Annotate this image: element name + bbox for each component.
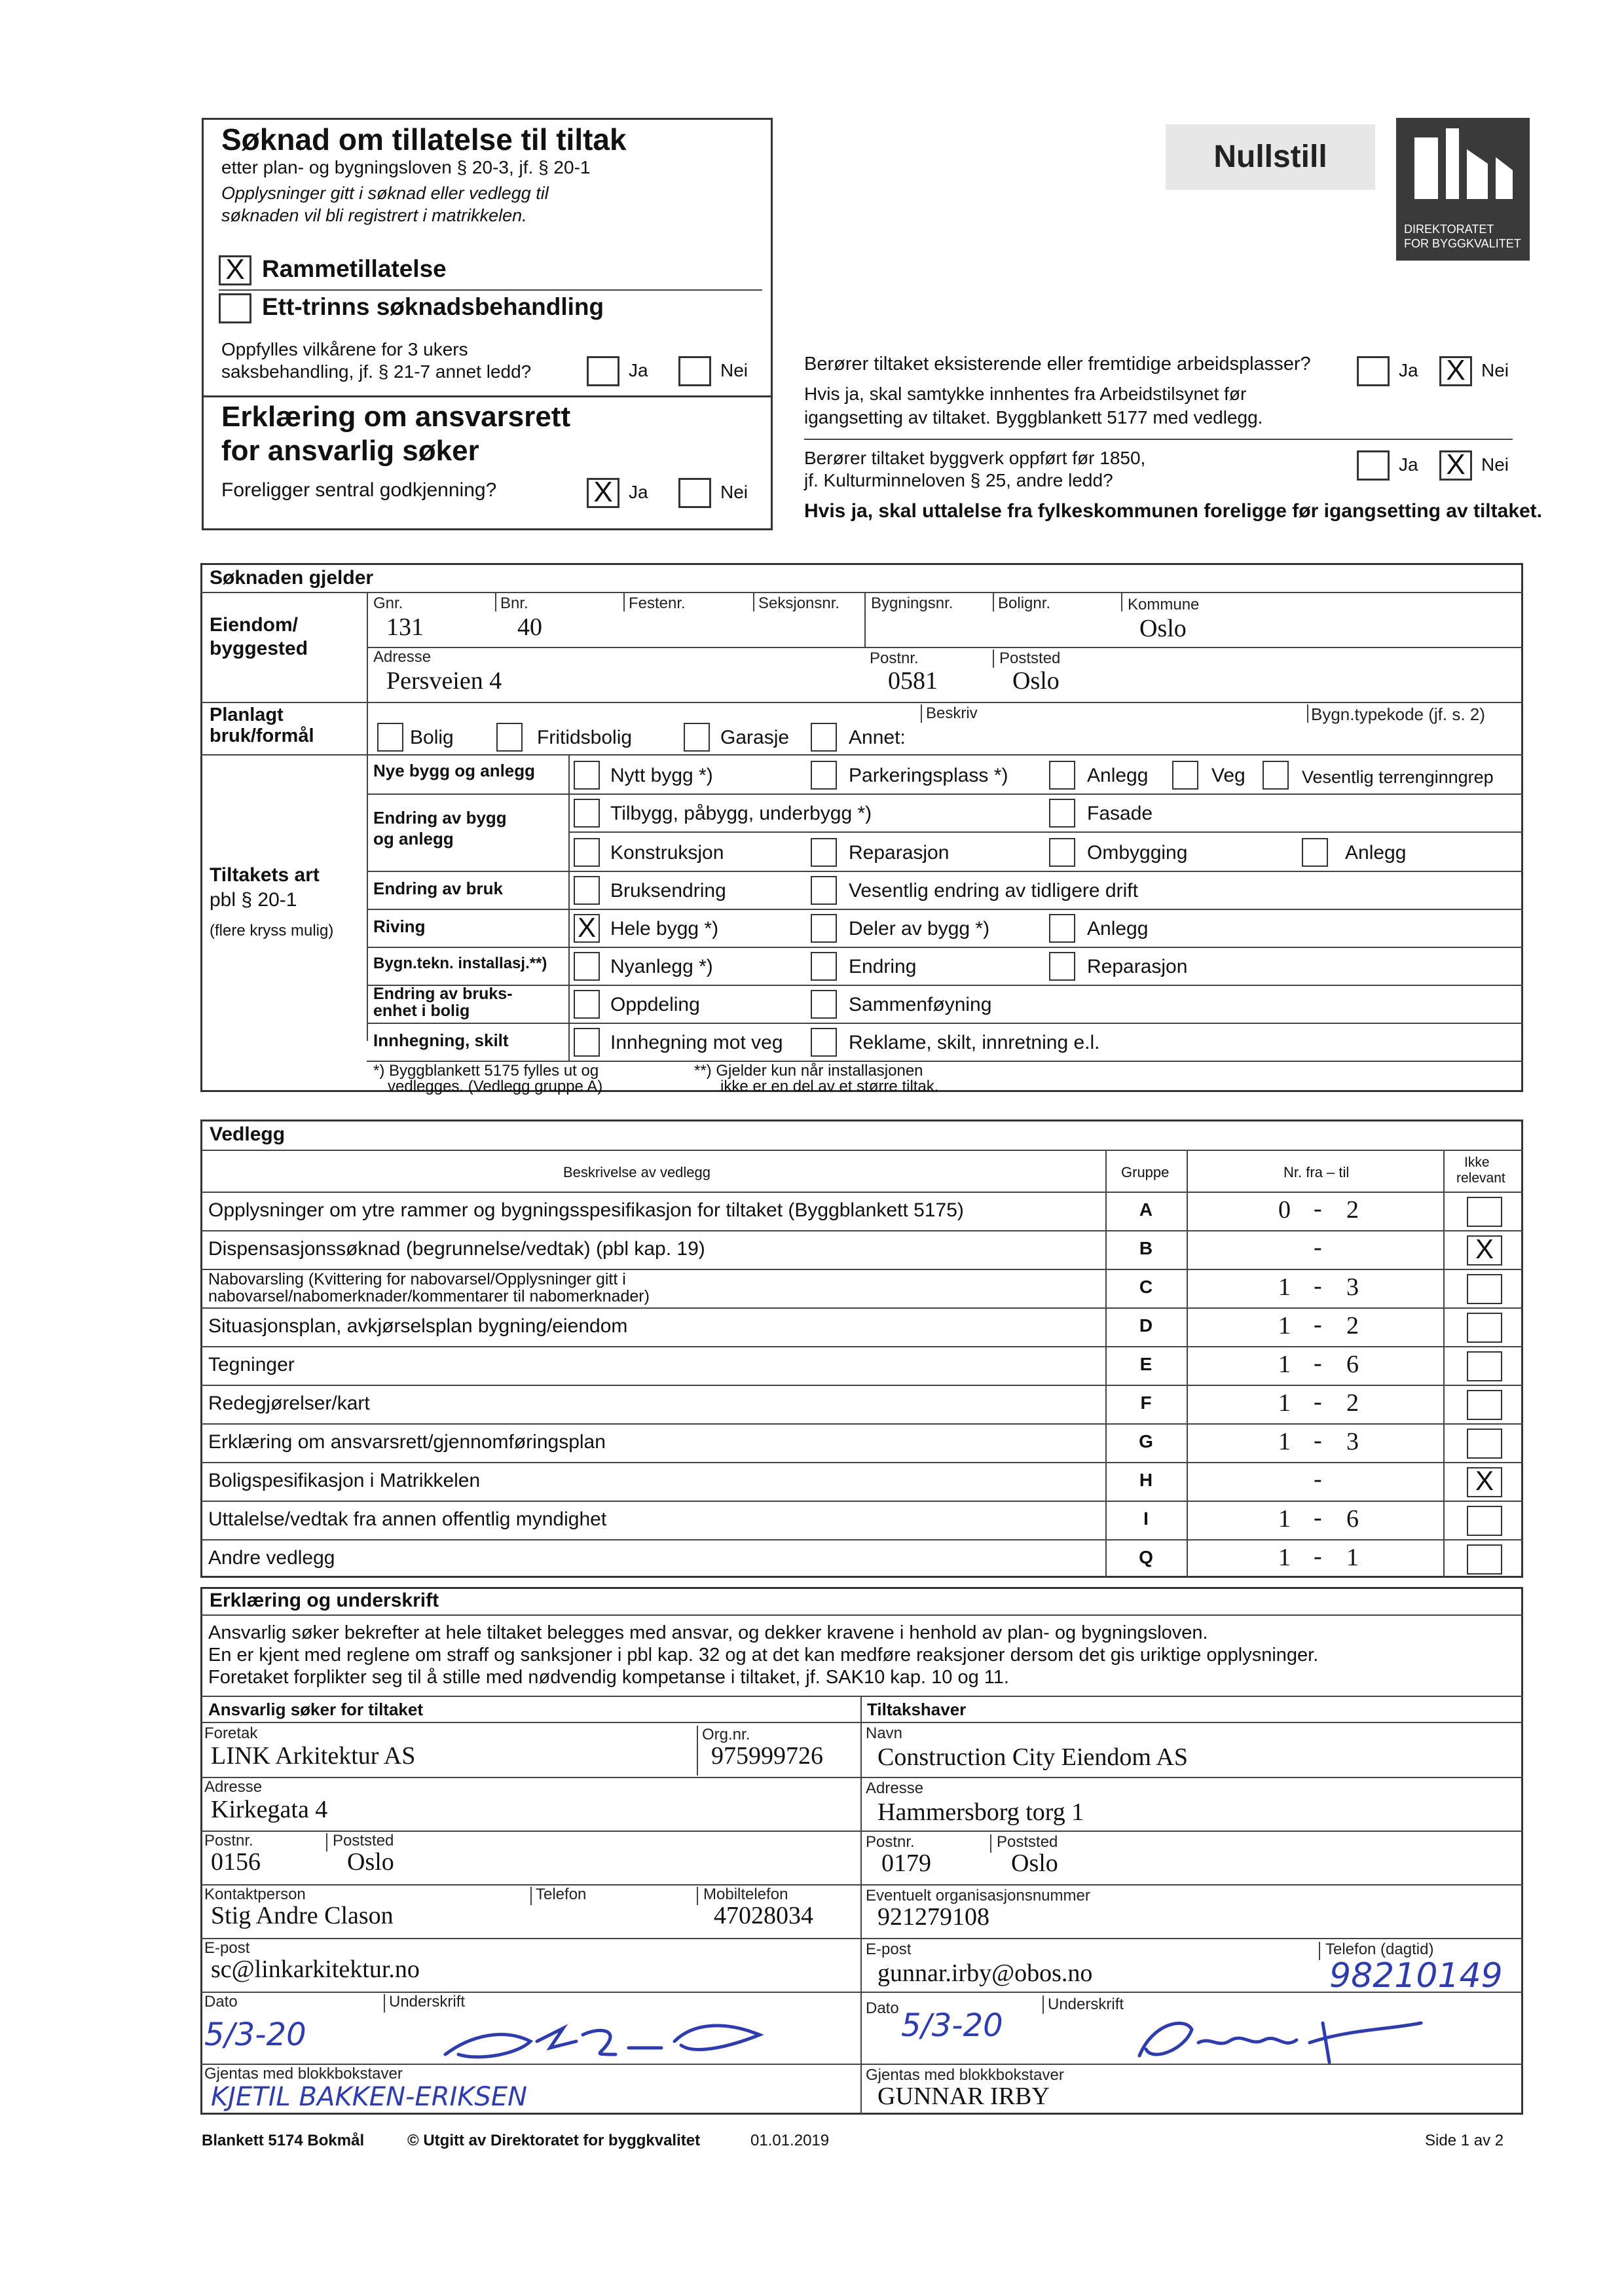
bolignr-label: Bolignr. (998, 594, 1051, 612)
parkeringsplass-label: Parkeringsplass *) (849, 765, 1008, 786)
riving-label: Riving (373, 917, 426, 936)
ikke-relevant-checkbox[interactable] (1467, 1506, 1502, 1536)
ikke-relevant-checkbox[interactable] (1467, 1351, 1502, 1381)
mobil-value[interactable]: 47028034 (714, 1902, 813, 1929)
soker-gjentas-label: Gjentas med blokkbokstaver (204, 2065, 403, 2083)
anlegg-riving-checkbox[interactable] (1049, 914, 1075, 943)
bygningsnr-label: Bygningsnr. (871, 594, 953, 612)
soknad-gjelder-title: Søknaden gjelder (210, 567, 374, 589)
soker-underskrift-label: Underskrift (389, 1993, 466, 2011)
footnote-1b: vedlegges. (Vedlegg gruppe A) (388, 1078, 603, 1095)
registry-note-2: søknaden vil bli registrert i matrikkelen. (221, 206, 527, 225)
soker-poststed-value[interactable]: Oslo (347, 1848, 394, 1876)
arbeid-ja-checkbox[interactable] (1357, 356, 1390, 386)
th-epost-label: E-post (866, 1941, 912, 1958)
tre-uker-ja-checkbox[interactable] (587, 356, 619, 386)
logo-text-1: DIREKTORATET (1404, 223, 1494, 236)
arbeid-nei-checkbox[interactable]: X (1439, 356, 1472, 386)
col-relevant: relevant (1456, 1171, 1505, 1186)
footnote-1: *) Byggblankett 5175 fylles ut og (373, 1062, 599, 1080)
vedlegg-dash: - (1314, 1465, 1322, 1493)
vedlegg-desc: Boligspesifikasjon i Matrikkelen (208, 1470, 481, 1491)
vedlegg-dash: - (1314, 1195, 1322, 1222)
th-dato-value[interactable]: 5/3-20 (901, 2007, 1003, 2044)
vedlegg-dash: - (1314, 1427, 1322, 1454)
ikke-relevant-checkbox[interactable] (1467, 1544, 1502, 1575)
sentral-ja-label: Ja (629, 482, 648, 502)
th-underskrift-label: Underskrift (1048, 1995, 1124, 2013)
kultur-ja-checkbox[interactable] (1357, 450, 1390, 481)
tilbygg-label: Tilbygg, påbygg, underbygg *) (610, 803, 872, 824)
deler-bygg-checkbox[interactable] (811, 914, 837, 943)
ikke-relevant-checkbox[interactable] (1467, 1313, 1502, 1343)
vedlegg-group: G (1139, 1431, 1153, 1451)
beskriv-label: Beskriv (926, 704, 978, 722)
innhegning-veg-label: Innhegning mot veg (610, 1032, 783, 1053)
soker-epost-value[interactable]: sc@linkarkitektur.no (211, 1956, 420, 1983)
sammenfoyning-checkbox[interactable] (811, 990, 837, 1019)
dibk-logo-mark-icon (1396, 118, 1530, 210)
nytt-bygg-label: Nytt bygg *) (610, 765, 713, 786)
vedlegg-group: F (1140, 1393, 1152, 1413)
endring-checkbox[interactable] (811, 952, 837, 981)
erklaering-text-2: En er kjent med reglene om straff og sanksjoner i pbl kap. 32 og at det kan medføre reaksjoner dersom det gis uriktige opplysninger. (208, 1645, 1319, 1666)
vedlegg-from[interactable]: 1 (1278, 1389, 1291, 1417)
vedlegg-dash: - (1314, 1233, 1322, 1261)
hele-bygg-checkbox[interactable]: X (574, 914, 600, 943)
ikke-relevant-checkbox[interactable] (1467, 1274, 1502, 1304)
innhegning-veg-checkbox[interactable] (574, 1028, 600, 1057)
soker-dato-label: Dato (204, 1993, 238, 2011)
erklaering-text-3: Foretaket forplikter seg til å stille med nødvendig kompetanse i tiltaket, jf. SAK10 kap. 10 og 11. (208, 1667, 1009, 1688)
pbl-label: pbl § 20-1 (210, 889, 297, 911)
vedlegg-to[interactable]: 6 (1346, 1505, 1359, 1533)
erklaering-text-1: Ansvarlig søker bekrefter at hele tiltaket belegges med ansvar, og dekker kravene i henhold av plan- og bygningsloven. (208, 1622, 1208, 1643)
soker-dato-value[interactable]: 5/3-20 (204, 2016, 306, 2053)
anlegg-endring-checkbox[interactable] (1302, 838, 1328, 867)
header-box (202, 118, 773, 530)
reparasjon-inst-label: Reparasjon (1087, 956, 1188, 977)
reklame-checkbox[interactable] (811, 1028, 837, 1057)
nyanlegg-checkbox[interactable] (574, 952, 600, 981)
telefon-dagtid-label: Telefon (dagtid) (1325, 1941, 1434, 1958)
ikke-relevant-checkbox[interactable] (1467, 1429, 1502, 1459)
endring-label: Endring (849, 956, 917, 977)
th-poststed-value[interactable]: Oslo (1011, 1850, 1058, 1877)
gnr-value[interactable]: 131 (386, 613, 424, 641)
rammetillatelse-label: Rammetillatelse (262, 255, 447, 282)
soker-postnr-value[interactable]: 0156 (211, 1848, 261, 1876)
veg-label: Veg (1211, 765, 1246, 786)
ett-trinn-checkbox[interactable] (219, 293, 251, 323)
tre-uker-question-2: saksbehandling, jf. § 21-7 annet ledd? (221, 361, 532, 382)
endring-bygg-label: Endring av bygg (373, 808, 507, 828)
sentral-question: Foreligger sentral godkjenning? (221, 479, 497, 501)
fritidsbolig-checkbox[interactable] (496, 723, 523, 752)
registry-note: Opplysninger gitt i søknad eller vedlegg til (221, 183, 549, 203)
vedlegg-desc: Situasjonsplan, avkjørselsplan bygning/eiendom (208, 1315, 628, 1337)
dibk-logo (1396, 118, 1530, 261)
soker-postnr-label: Postnr. (204, 1832, 253, 1850)
sammenfoyning-label: Sammenføyning (849, 994, 992, 1015)
erklaering-title: Erklæring og underskrift (210, 1590, 439, 1611)
vedlegg-from[interactable]: 0 (1278, 1196, 1291, 1224)
terrenginngrep-checkbox[interactable] (1263, 761, 1289, 790)
vedlegg-to[interactable]: 2 (1346, 1389, 1359, 1417)
vedlegg-desc-2: nabovarsel/nabomerknader/kommentarer til nabomerknader) (208, 1287, 650, 1305)
ikke-relevant-checkbox[interactable]: X (1467, 1467, 1502, 1497)
tre-uker-nei-checkbox[interactable] (678, 356, 711, 386)
telefon-label: Telefon (536, 1886, 587, 1903)
parkeringsplass-checkbox[interactable] (811, 761, 837, 790)
annet-checkbox[interactable] (811, 723, 837, 752)
reset-button[interactable]: Nullstill (1166, 124, 1375, 190)
installasjon-label: Bygn.tekn. installasj.**) (373, 955, 547, 972)
rammetillatelse-checkbox[interactable]: X (219, 255, 251, 285)
vedlegg-dash: - (1314, 1311, 1322, 1338)
vedlegg-dash: - (1314, 1349, 1322, 1377)
ikke-relevant-checkbox[interactable]: X (1467, 1235, 1502, 1266)
tre-uker-question: Oppfylles vilkårene for 3 ukers (221, 339, 468, 359)
bnr-label: Bnr. (500, 594, 528, 612)
vedlegg-to[interactable]: 2 (1346, 1312, 1359, 1339)
vedlegg-group: B (1139, 1238, 1153, 1258)
law-reference: etter plan- og bygningsloven § 20-3, jf. § 20-1 (221, 157, 591, 177)
foretak-value[interactable]: LINK Arkitektur AS (211, 1742, 416, 1770)
anlegg-label: Anlegg (1087, 765, 1149, 786)
ansvar-title-2: for ansvarlig søker (221, 435, 479, 467)
arbeid-note-2: igangsetting av tiltaket. Byggblankett 5177 med vedlegg. (804, 407, 1263, 428)
terrenginngrep-label: Vesentlig terrenginngrep (1302, 767, 1494, 787)
vedlegg-desc: Redegjørelser/kart (208, 1393, 370, 1414)
kulturminne-question: Berører tiltaket byggverk oppført før 1850, (804, 448, 1146, 468)
soker-header: Ansvarlig søker for tiltaket (208, 1700, 423, 1719)
th-postnr-value[interactable]: 0179 (881, 1850, 931, 1877)
th-adresse-value[interactable]: Hammersborg torg 1 (877, 1798, 1084, 1826)
arbeid-nei-label: Nei (1481, 360, 1509, 380)
vedlegg-desc: Uttalelse/vedtak fra annen offentlig myndighet (208, 1508, 607, 1530)
anlegg-riving-label: Anlegg (1087, 918, 1149, 939)
vedlegg-to[interactable]: 6 (1346, 1351, 1359, 1378)
vedlegg-from[interactable]: 1 (1278, 1428, 1291, 1455)
ombygging-label: Ombygging (1087, 842, 1188, 864)
vedlegg-from[interactable]: 1 (1278, 1312, 1291, 1339)
bruksendring-label: Bruksendring (610, 880, 726, 902)
vedlegg-desc: Erklæring om ansvarsrett/gjennomføringsplan (208, 1431, 606, 1453)
postnr-value[interactable]: 0581 (888, 667, 938, 695)
bolig-checkbox[interactable] (377, 723, 403, 752)
annet-label: Annet: (849, 727, 906, 748)
vedlegg-to[interactable]: 2 (1346, 1196, 1359, 1224)
nytt-bygg-checkbox[interactable] (574, 761, 600, 790)
th-postnr-label: Postnr. (866, 1833, 915, 1851)
footnote-2: **) Gjelder kun når installasjonen (694, 1062, 923, 1080)
col-beskrivelse: Beskrivelse av vedlegg (563, 1164, 711, 1180)
reparasjon-label: Reparasjon (849, 842, 950, 864)
ett-trinn-label: Ett-trinns søknadsbehandling (262, 293, 604, 320)
vedlegg-title: Vedlegg (210, 1123, 286, 1145)
soker-adresse-value[interactable]: Kirkegata 4 (211, 1796, 328, 1823)
th-telefon-value[interactable]: 98210149 (1329, 1956, 1503, 1995)
footnote-2b: ikke er en del av et større tiltak. (720, 1078, 939, 1095)
th-orgnr-value[interactable]: 921279108 (877, 1903, 989, 1931)
col-gruppe: Gruppe (1121, 1164, 1170, 1180)
kultur-nei-checkbox[interactable]: X (1439, 450, 1472, 481)
fritidsbolig-label: Fritidsbolig (537, 727, 633, 748)
vedlegg-to[interactable]: 3 (1346, 1428, 1359, 1455)
col-ikke: Ikke (1464, 1155, 1490, 1170)
endring-bygg-label-2: og anlegg (373, 829, 454, 848)
th-adresse-label: Adresse (866, 1779, 924, 1797)
kulturminne-note: Hvis ja, skal uttalelse fra fylkeskommunen foreligge før igangsetting av tiltaket. (804, 500, 1543, 522)
bruksenhet-label: Endring av bruks- (373, 985, 513, 1003)
logo-text-2: FOR BYGGKVALITET (1404, 237, 1521, 250)
vedlegg-group: D (1139, 1315, 1153, 1336)
bruksenhet-label-2: enhet i bolig (373, 1002, 470, 1020)
planlagt-label: Planlagt (210, 704, 284, 725)
kulturminne-question-2: jf. Kulturminneloven § 25, andre ledd? (804, 470, 1113, 490)
nyanlegg-label: Nyanlegg *) (610, 956, 713, 977)
navn-value[interactable]: Construction City Eiendom AS (877, 1743, 1188, 1771)
th-gjentas-label: Gjentas med blokkbokstaver (866, 2066, 1064, 2084)
fasade-checkbox[interactable] (1049, 799, 1075, 828)
tre-uker-ja-label: Ja (629, 360, 648, 380)
vedlegg-from[interactable]: 1 (1278, 1544, 1291, 1571)
tiltakshaver-header: Tiltakshaver (867, 1700, 967, 1719)
adresse-label: Adresse (373, 648, 432, 666)
orgnr-value[interactable]: 975999726 (711, 1742, 823, 1770)
vedlegg-dash: - (1314, 1542, 1322, 1570)
vedlegg-dash: - (1314, 1272, 1322, 1300)
byggested-label: byggested (210, 638, 308, 659)
th-poststed-label: Poststed (997, 1833, 1058, 1851)
ansvar-title: Erklæring om ansvarsrett (221, 401, 571, 433)
footer-blankett: Blankett 5174 Bokmål (202, 2132, 365, 2149)
reparasjon-inst-checkbox[interactable] (1049, 952, 1075, 981)
seksjonsnr-label: Seksjonsnr. (758, 594, 840, 612)
foretak-label: Foretak (204, 1724, 258, 1742)
endring-bruk-label: Endring av bruk (373, 879, 503, 898)
vedlegg-dash: - (1314, 1388, 1322, 1415)
bygn-typekode-label: Bygn.typekode (jf. s. 2) (1311, 704, 1485, 724)
arbeidsplasser-question: Berører tiltaket eksisterende eller fremtidige arbeidsplasser? (804, 354, 1311, 374)
anlegg-endring-label: Anlegg (1345, 842, 1407, 864)
tilbygg-checkbox[interactable] (574, 799, 600, 828)
sentral-ja-checkbox[interactable]: X (587, 478, 619, 508)
vedlegg-from[interactable]: 1 (1278, 1351, 1291, 1378)
vedlegg-to[interactable]: 3 (1346, 1273, 1359, 1301)
festenr-label: Festenr. (629, 594, 686, 612)
footer-page: Side 1 av 2 (1425, 2132, 1504, 2149)
postnr-label: Postnr. (870, 649, 919, 667)
innhegning-label: Innhegning, skilt (373, 1030, 509, 1050)
kontakt-value[interactable]: Stig Andre Clason (211, 1902, 394, 1929)
vedlegg-group: A (1139, 1199, 1153, 1220)
tre-uker-nei-label: Nei (720, 360, 748, 380)
bruk-formal-label: bruk/formål (210, 725, 314, 746)
ikke-relevant-checkbox[interactable] (1467, 1390, 1502, 1420)
tiltakets-art-label: Tiltakets art (210, 864, 320, 886)
bnr-value[interactable]: 40 (517, 613, 542, 641)
th-dato-label: Dato (866, 1999, 899, 2017)
poststed-label: Poststed (999, 649, 1061, 667)
sentral-nei-checkbox[interactable] (678, 478, 711, 508)
soker-poststed-label: Poststed (333, 1832, 394, 1850)
footer-utgitt: © Utgitt av Direktoratet for byggkvalitet (407, 2132, 701, 2149)
ikke-relevant-checkbox[interactable] (1467, 1197, 1502, 1227)
vedlegg-desc: Andre vedlegg (208, 1547, 335, 1569)
reklame-label: Reklame, skilt, innretning e.l. (849, 1032, 1100, 1053)
vedlegg-desc: Opplysninger om ytre rammer og bygningsspesifikasjon for tiltaket (Byggblankett 5175) (208, 1199, 964, 1221)
fasade-label: Fasade (1087, 803, 1153, 824)
garasje-checkbox[interactable] (684, 723, 710, 752)
th-epost-value[interactable]: gunnar.irby@obos.no (877, 1959, 1093, 1987)
vesentlig-endring-label: Vesentlig endring av tidligere drift (849, 880, 1138, 902)
poststed-value[interactable]: Oslo (1012, 667, 1060, 695)
kultur-nei-label: Nei (1481, 454, 1509, 475)
vedlegg-dash: - (1314, 1504, 1322, 1531)
form-title: Søknad om tillatelse til tiltak (221, 122, 627, 156)
vedlegg-desc: Nabovarsling (Kvittering for nabovarsel/Opplysninger gitt i (208, 1270, 626, 1288)
anlegg-checkbox[interactable] (1049, 761, 1075, 790)
eiendom-label: Eiendom/ (210, 614, 299, 636)
vedlegg-to[interactable]: 1 (1346, 1544, 1359, 1571)
arbeid-ja-label: Ja (1399, 360, 1418, 380)
col-nr: Nr. fra – til (1283, 1164, 1350, 1180)
vedlegg-group: H (1139, 1470, 1153, 1490)
mobil-label: Mobiltelefon (703, 1886, 788, 1903)
sentral-nei-label: Nei (720, 482, 748, 502)
navn-label: Navn (866, 1724, 903, 1742)
veg-checkbox[interactable] (1172, 761, 1198, 790)
hele-bygg-label: Hele bygg *) (610, 918, 719, 939)
vesentlig-endring-checkbox[interactable] (811, 876, 837, 905)
flere-kryss-label: (flere kryss mulig) (210, 922, 334, 939)
th-blokk-value[interactable]: GUNNAR IRBY (877, 2083, 1050, 2110)
bruksendring-checkbox[interactable] (574, 876, 600, 905)
adresse-value[interactable]: Persveien 4 (386, 667, 502, 695)
vedlegg-group: I (1143, 1508, 1149, 1529)
vedlegg-group: Q (1139, 1547, 1153, 1567)
vedlegg-desc: Dispensasjonssøknad (begrunnelse/vedtak) (pbl kap. 19) (208, 1238, 705, 1260)
garasje-label: Garasje (720, 727, 790, 748)
konstruksjon-label: Konstruksjon (610, 842, 724, 864)
deler-bygg-label: Deler av bygg *) (849, 918, 990, 939)
kultur-ja-label: Ja (1399, 454, 1418, 475)
oppdeling-label: Oppdeling (610, 994, 700, 1015)
konstruksjon-checkbox[interactable] (574, 838, 600, 867)
arbeid-note: Hvis ja, skal samtykke innhentes fra Arbeidstilsynet før (804, 384, 1247, 404)
vedlegg-desc: Tegninger (208, 1354, 295, 1376)
soker-blokk-value[interactable]: KJETIL BAKKEN-ERIKSEN (211, 2082, 528, 2112)
vedlegg-from[interactable]: 1 (1278, 1273, 1291, 1301)
reparasjon-checkbox[interactable] (811, 838, 837, 867)
kontakt-label: Kontaktperson (204, 1886, 306, 1903)
org-label: Eventuelt organisasjonsnummer (866, 1887, 1090, 1904)
oppdeling-checkbox[interactable] (574, 990, 600, 1019)
orgnr-label: Org.nr. (702, 1726, 750, 1743)
vedlegg-from[interactable]: 1 (1278, 1505, 1291, 1533)
kommune-label: Kommune (1128, 596, 1200, 613)
soker-adresse-label: Adresse (204, 1778, 263, 1796)
kommune-value[interactable]: Oslo (1139, 615, 1187, 642)
gnr-label: Gnr. (373, 594, 403, 612)
footer-date: 01.01.2019 (750, 2132, 830, 2149)
ombygging-checkbox[interactable] (1049, 838, 1075, 867)
vedlegg-group: C (1139, 1277, 1153, 1297)
nye-bygg-label: Nye bygg og anlegg (373, 761, 536, 780)
soker-epost-label: E-post (204, 1939, 250, 1957)
soker-signature-icon (419, 2009, 786, 2077)
bolig-label: Bolig (410, 727, 454, 748)
vedlegg-group: E (1139, 1354, 1153, 1374)
